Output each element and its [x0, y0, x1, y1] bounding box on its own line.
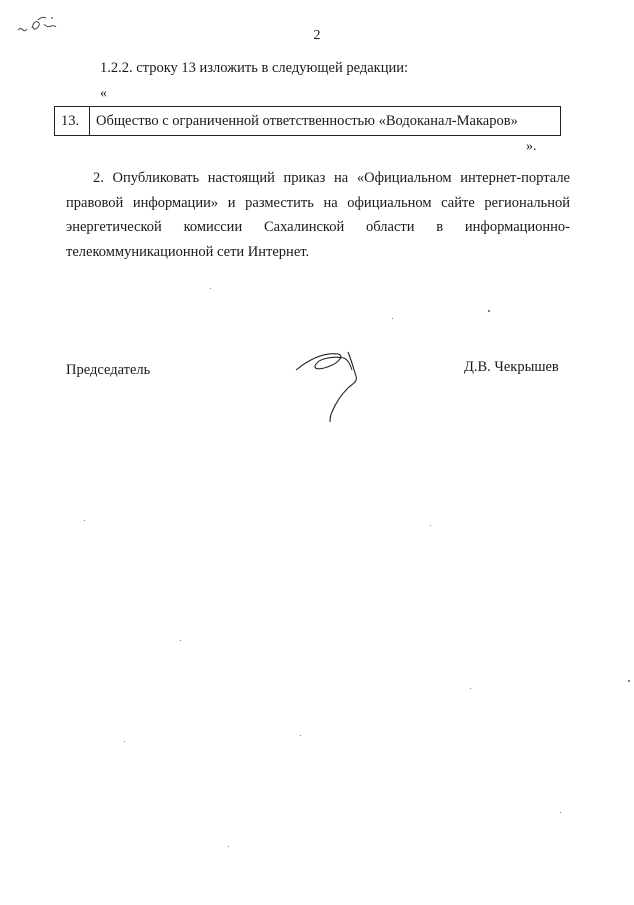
table-row: [55, 107, 561, 136]
scan-speck: [628, 680, 630, 682]
closing-quote: ».: [526, 139, 537, 154]
amended-row-table: [54, 106, 561, 136]
row-number-cell: 13.: [55, 107, 90, 136]
scan-speck: [228, 846, 229, 847]
organization-name-cell: Общество с ограниченной ответственностью «Водоканал-Макаров»: [90, 107, 561, 136]
scan-speck: [430, 525, 431, 526]
scan-speck: [300, 735, 301, 736]
scan-speck: [180, 640, 181, 641]
publication-paragraph: 2. Опубликовать настоящий приказ на «Официальном интернет-портале правовой информации» и разместить на официальном сайте региональной энергетической комиссии Сахалинской области в информационно-телекоммуникационной сети Интернет.: [66, 170, 570, 260]
scan-speck: [488, 310, 490, 312]
scan-speck: [470, 688, 471, 689]
scan-speck: [560, 812, 561, 813]
scan-speck: [84, 520, 85, 521]
signatory-position: Председатель: [66, 362, 151, 378]
opening-quote: «: [100, 86, 107, 101]
amendment-item: 1.2.2. строку 13 изложить в следующей редакции:: [100, 60, 408, 76]
handwritten-signature: [292, 340, 372, 424]
scan-speck: [392, 318, 393, 319]
scan-speck: [124, 741, 125, 742]
page-number: 2: [313, 28, 321, 43]
scan-speck: [210, 288, 211, 289]
signatory-name: Д.В. Чекрышев: [464, 359, 559, 375]
